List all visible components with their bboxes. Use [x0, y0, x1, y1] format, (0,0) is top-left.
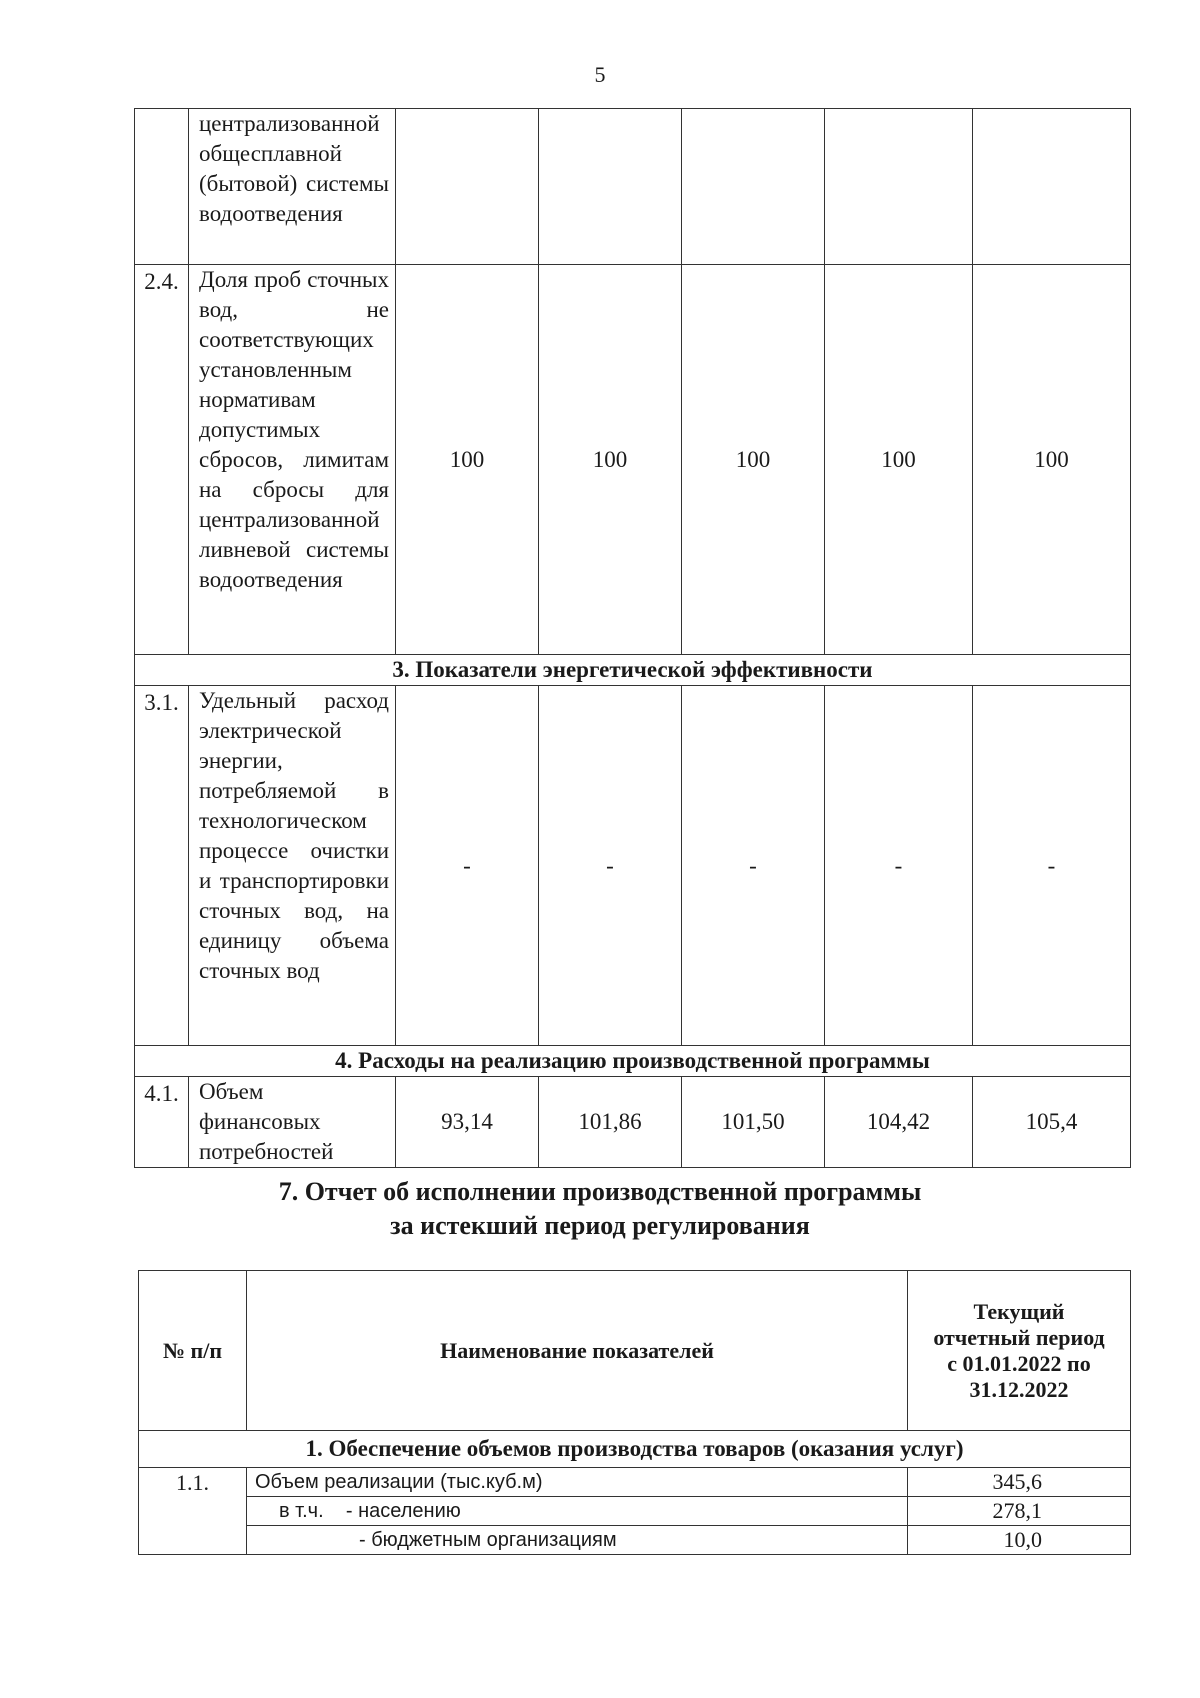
row-number: [135, 109, 189, 265]
section-7-title-line2: за истекший период регулирования: [390, 1211, 810, 1240]
section-7-title: [0, 1175, 1200, 1243]
indicator-name: Доля проб сточных вод, не соответствующих установленным нормативам допустимых сбросов, лимитам на сбросы для централизованной ливневой системы водоотведения: [189, 265, 396, 655]
table-row: [135, 1077, 1131, 1168]
table-row: [139, 1497, 1131, 1526]
indicator-value: 101,50: [682, 1077, 825, 1168]
indicator-value: -: [682, 686, 825, 1046]
indicator-name: в т.ч. - населению: [247, 1497, 908, 1526]
report-table: [138, 1270, 1131, 1555]
report-section-title: 1. Обеспечение объемов производства товаров (оказания услуг): [139, 1431, 1131, 1468]
indicator-value: [825, 109, 973, 265]
report-table-header-row: [139, 1271, 1131, 1431]
table-row: [139, 1526, 1131, 1555]
section-row: [135, 1046, 1131, 1077]
row-number: 2.4.: [135, 265, 189, 655]
indicator-value: -: [396, 686, 539, 1046]
section-title: 3. Показатели энергетической эффективности: [135, 655, 1131, 686]
header-period: Текущий отчетный период с 01.01.2022 по 31.12.2022: [908, 1271, 1131, 1431]
indicator-value: 105,4: [973, 1077, 1131, 1168]
indicator-value: 100: [973, 265, 1131, 655]
indicator-value: 10,0: [908, 1526, 1131, 1555]
section-row: [135, 655, 1131, 686]
report-section-row: [139, 1431, 1131, 1468]
indicator-value: 345,6: [908, 1468, 1131, 1497]
table-row: [135, 109, 1131, 265]
table-row: [139, 1468, 1131, 1497]
indicator-name: - бюджетным организациям: [247, 1526, 908, 1555]
indicator-value: 93,14: [396, 1077, 539, 1168]
indicator-name: Объем финансовых потребностей: [189, 1077, 396, 1168]
row-number: 3.1.: [135, 686, 189, 1046]
row-number: 1.1.: [139, 1468, 247, 1555]
indicator-value: [973, 109, 1131, 265]
indicator-value: [539, 109, 682, 265]
indicator-value: 100: [825, 265, 973, 655]
table-row: [135, 265, 1131, 655]
table-row: [135, 686, 1131, 1046]
indicator-value: [682, 109, 825, 265]
header-num: № п/п: [139, 1271, 247, 1431]
indicator-value: 100: [682, 265, 825, 655]
section-title: 4. Расходы на реализацию производственной программы: [135, 1046, 1131, 1077]
indicator-name: Удельный расход электрической энергии, потребляемой в технологическом процессе очистки и транспортировки сточных вод, на единицу объема сточных вод: [189, 686, 396, 1046]
indicator-value: -: [825, 686, 973, 1046]
indicator-value: [396, 109, 539, 265]
indicator-name: Объем реализации (тыс.куб.м): [247, 1468, 908, 1497]
section-7-title-line1: 7. Отчет об исполнении производственной программы: [278, 1177, 922, 1206]
header-name: Наименование показателей: [247, 1271, 908, 1431]
row-number: 4.1.: [135, 1077, 189, 1168]
indicator-value: 101,86: [539, 1077, 682, 1168]
indicator-value: 100: [539, 265, 682, 655]
indicator-value: -: [973, 686, 1131, 1046]
indicator-value: -: [539, 686, 682, 1046]
page-number: 5: [594, 62, 606, 87]
indicator-value: 100: [396, 265, 539, 655]
indicators-table: [134, 108, 1131, 1168]
indicator-value: 278,1: [908, 1497, 1131, 1526]
indicator-name: централизованной общесплавной (бытовой) системы водоотведения: [189, 109, 396, 265]
indicator-value: 104,42: [825, 1077, 973, 1168]
